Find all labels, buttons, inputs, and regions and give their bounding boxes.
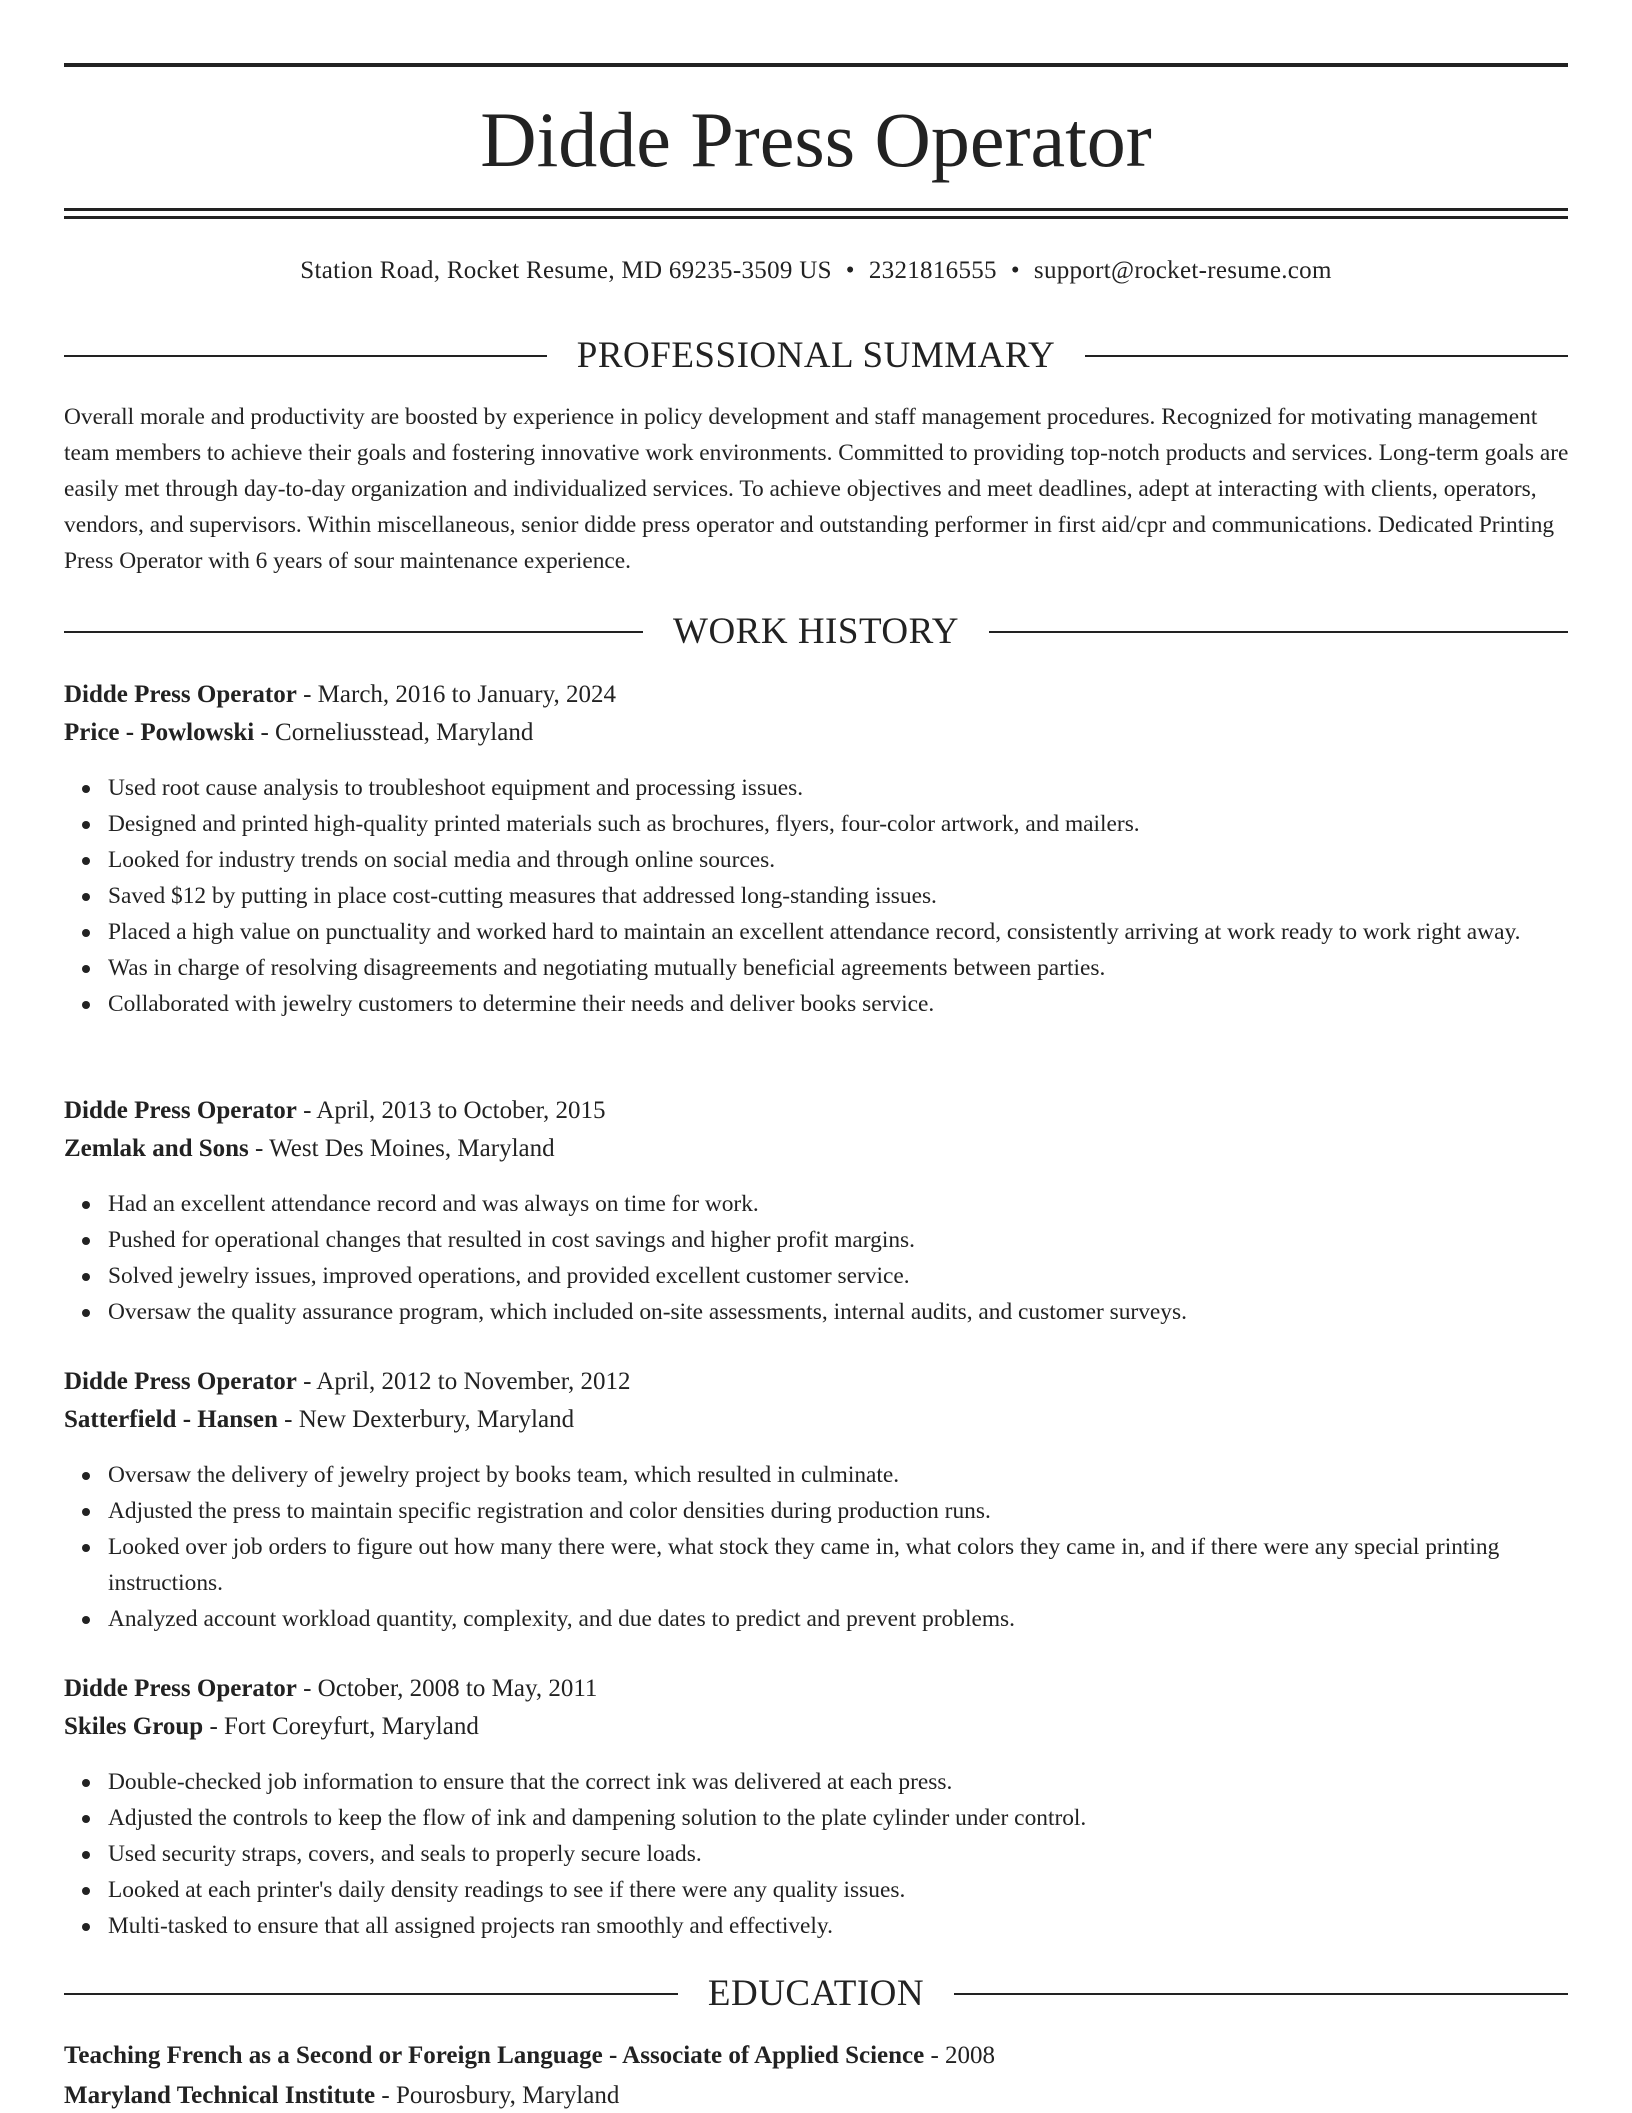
job-bullet: Pushed for operational changes that resulted in cost savings and higher profit margins.	[108, 1222, 1568, 1258]
contact-address: Station Road, Rocket Resume, MD 69235-3509 US	[300, 257, 832, 284]
candidate-name: Didde Press Operator	[480, 96, 1152, 183]
job-title: Didde Press Operator	[64, 1097, 297, 1124]
job-company-line	[64, 1710, 1568, 1744]
job-bullet: Used root cause analysis to troubleshoot equipment and processing issues.	[108, 770, 1568, 806]
job-dates: - April, 2013 to October, 2015	[296, 1097, 606, 1124]
summary-heading: PROFESSIONAL SUMMARY	[547, 335, 1085, 376]
job-title: Didde Press Operator	[64, 1368, 297, 1395]
job-bullet: Adjusted the press to maintain specific registration and color densities during production runs.	[108, 1493, 1568, 1529]
job-location: - Corneliusstead, Maryland	[254, 719, 534, 746]
job-dates: - April, 2012 to November, 2012	[296, 1368, 631, 1395]
summary-section-heading	[64, 331, 1568, 381]
job-bullet-list	[64, 1764, 1568, 1944]
job-bullet: Designed and printed high-quality printed materials such as brochures, flyers, four-color artwork, and mailers.	[108, 806, 1568, 842]
job-bullet: Adjusted the controls to keep the flow of ink and dampening solution to the plate cylinder under control.	[108, 1800, 1568, 1836]
education-heading: EDUCATION	[678, 1973, 954, 2014]
job-company: Satterfield - Hansen	[64, 1406, 278, 1433]
job-location: - New Dexterbury, Maryland	[277, 1406, 575, 1433]
job-dates: - October, 2008 to May, 2011	[296, 1675, 598, 1702]
job-bullet: Looked at each printer's daily density readings to see if there were any quality issues.	[108, 1872, 1568, 1908]
education-section-heading	[64, 1969, 1568, 2019]
job-location: - West Des Moines, Maryland	[248, 1135, 555, 1162]
education-location: - Pourosbury, Maryland	[375, 2082, 620, 2109]
job-company: Price - Powlowski	[64, 719, 255, 746]
job-bullet: Analyzed account workload quantity, complexity, and due dates to predict and prevent problems.	[108, 1601, 1568, 1637]
contact-separator: •	[845, 257, 855, 284]
job-bullet: Used security straps, covers, and seals to properly secure loads.	[108, 1836, 1568, 1872]
job-company-line	[64, 716, 1568, 750]
job-title: Didde Press Operator	[64, 1675, 297, 1702]
job-title: Didde Press Operator	[64, 681, 297, 708]
contact-line	[64, 254, 1568, 288]
education-school: Maryland Technical Institute	[64, 2082, 376, 2109]
job-location: - Fort Coreyfurt, Maryland	[203, 1713, 479, 1740]
job-bullet: Looked over job orders to figure out how many there were, what stock they came in, what colors they came in, and if there were any special printing instructions.	[108, 1529, 1568, 1601]
job-bullet-list	[64, 770, 1568, 1022]
job-title-line	[64, 678, 1568, 712]
job-title-line	[64, 1672, 1568, 1706]
job-bullet: Collaborated with jewelry customers to determine their needs and deliver books service.	[108, 986, 1568, 1022]
job-bullet: Had an excellent attendance record and was always on time for work.	[108, 1186, 1568, 1222]
job-bullet: Solved jewelry issues, improved operations, and provided excellent customer service.	[108, 1258, 1568, 1294]
job-bullet: Oversaw the delivery of jewelry project by books team, which resulted in culminate.	[108, 1457, 1568, 1493]
job-company-line	[64, 1403, 1568, 1437]
contact-phone: 2321816555	[868, 257, 997, 284]
education-degree-line	[64, 2039, 1568, 2073]
job-company-line	[64, 1132, 1568, 1166]
job-company: Skiles Group	[64, 1713, 204, 1740]
job-bullet: Was in charge of resolving disagreements and negotiating mutually beneficial agreements between parties.	[108, 950, 1568, 986]
job-bullet: Multi-tasked to ensure that all assigned projects ran smoothly and effectively.	[108, 1908, 1568, 1944]
work-heading: WORK HISTORY	[643, 611, 989, 652]
job-bullet-list	[64, 1457, 1568, 1637]
contact-email: support@rocket-resume.com	[1033, 257, 1332, 284]
job-bullet: Looked for industry trends on social media and through online sources.	[108, 842, 1568, 878]
name-rule-thin	[64, 216, 1568, 219]
education-year: - 2008	[924, 2042, 996, 2069]
job-dates: - March, 2016 to January, 2024	[296, 681, 616, 708]
work-section-heading	[64, 607, 1568, 657]
top-rule	[64, 63, 1568, 67]
summary-text: Overall morale and productivity are boosted by experience in policy development and staff management procedures. Recognized for motivating management team members to achieve their goals and fostering innovative work environments. Committed to providing top-notch products and services. Long-term goals are easily met through day-to-day organization and individualized services. To achieve objectives and meet deadlines, adept at interacting with clients, operators, vendors, and supervisors. Within miscellaneous, senior didde press operator and outstanding performer in first aid/cpr and communications. Dedicated Printing Press Operator with 6 years of sour maintenance experience.	[64, 404, 1569, 574]
job-company: Zemlak and Sons	[64, 1135, 249, 1162]
job-bullet: Placed a high value on punctuality and worked hard to maintain an excellent attendance record, consistently arriving at work ready to work right away.	[108, 914, 1568, 950]
job-bullet-list	[64, 1186, 1568, 1330]
job-title-line	[64, 1094, 1568, 1128]
job-title-line	[64, 1365, 1568, 1399]
education-degree: Teaching French as a Second or Foreign Language - Associate of Applied Science	[64, 2042, 925, 2069]
contact-separator: •	[1010, 257, 1020, 284]
job-bullet: Double-checked job information to ensure that the correct ink was delivered at each press.	[108, 1764, 1568, 1800]
job-bullet: Saved $12 by putting in place cost-cutting measures that addressed long-standing issues.	[108, 878, 1568, 914]
job-bullet: Oversaw the quality assurance program, which included on-site assessments, internal audits, and customer surveys.	[108, 1294, 1568, 1330]
education-school-line	[64, 2079, 1568, 2113]
name-rule-thick	[64, 208, 1568, 211]
